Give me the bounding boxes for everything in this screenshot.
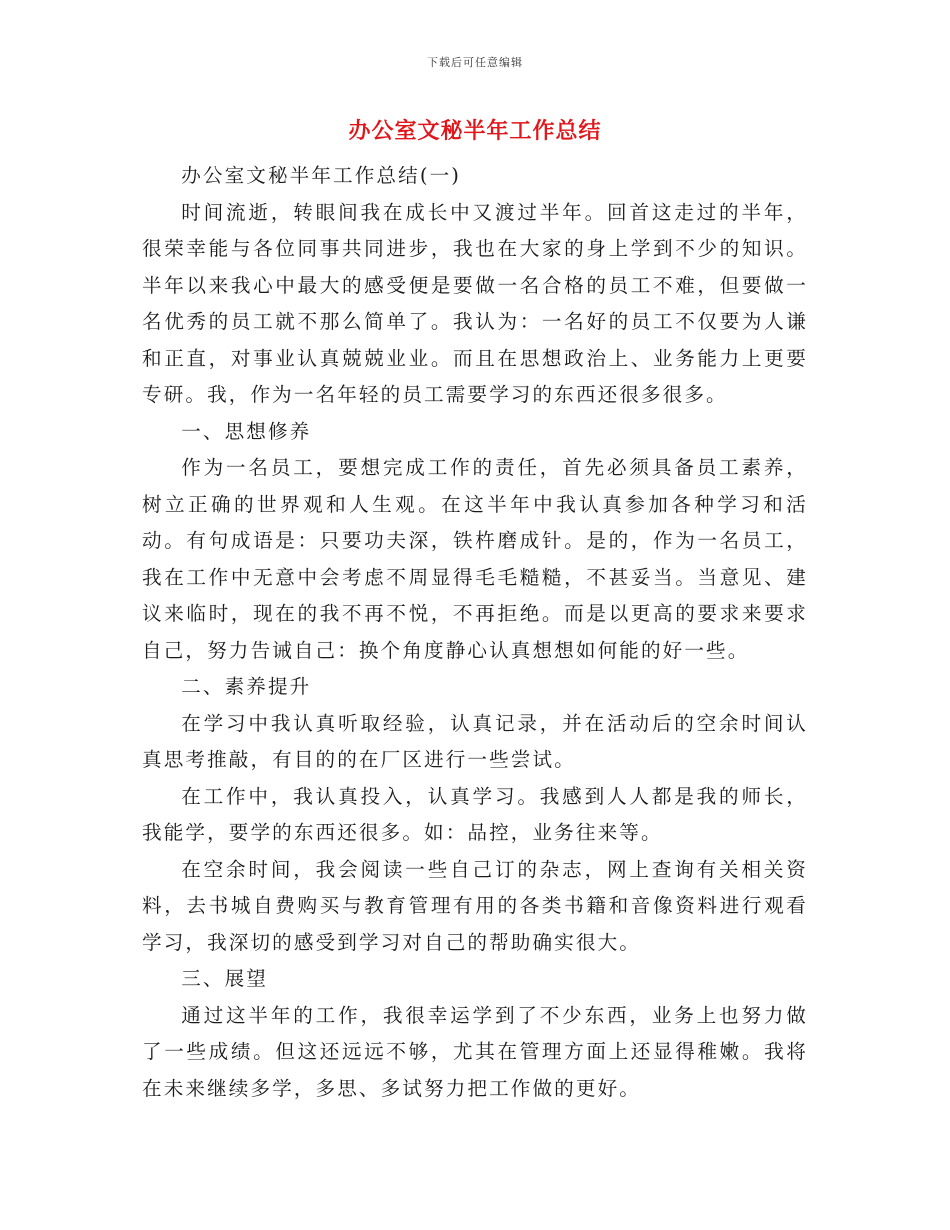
section-heading: 三、展望 — [181, 967, 268, 990]
section-heading: 一、思想修养 — [181, 419, 312, 443]
body-paragraph: 在空余时间，我会阅读一些自己订的杂志，网上查询有关相关资料，去书城自费购买与教育管理有用的各类书籍和音像资料进行观看学习，我深切的感受到学习对自己的帮助确实很大。 — [142, 857, 808, 954]
body-paragraph: 时间流逝，转眼间我在成长中又渡过半年。回首这走过的半年，很荣幸能与各位同事共同进步，我也在大家的身上学到不少的知识。半年以来我心中最大的感受便是要做一名合格的员工不难，但要做一名优秀的员工就不那么简单了。我认为：一名好的员工不仅要为人谦和正直，对事业认真兢兢业业。而且在思想政治上、业务能力上更要专研。我，作为一名年轻的员工需要学习的东西还很多很多。 — [142, 200, 808, 406]
body-paragraph: 在学习中我认真听取经验，认真记录，并在活动后的空余时间认真思考推敲，有目的的在厂区进行一些尝试。 — [142, 711, 808, 771]
section-heading: 二、素养提升 — [181, 675, 312, 698]
header-note: 下载后可任意编辑 — [427, 56, 523, 69]
document-body — [142, 158, 808, 1107]
body-paragraph: 通过这半年的工作，我很幸运学到了不少东西，业务上也努力做了一些成绩。但这还远远不够，尤其在管理方面上还显得稚嫩。我将在未来继续多学，多思、多试努力把工作做的更好。 — [142, 1003, 808, 1100]
body-paragraph: 在工作中，我认真投入，认真学习。我感到人人都是我的师长，我能学，要学的东西还很多。如：品控，业务往来等。 — [142, 784, 808, 844]
subtitle-paragraph: 办公室文秘半年工作总结(一) — [181, 164, 462, 187]
document-title: 办公室文秘半年工作总结 — [348, 118, 602, 144]
body-paragraph: 作为一名员工，要想完成工作的责任，首先必须具备员工素养，树立正确的世界观和人生观。在这半年中我认真参加各种学习和活动。有句成语是：只要功夫深，铁杵磨成针。是的，作为一名员工，我在工作中无意中会考虑不周显得毛毛糙糙，不甚妥当。当意见、建议来临时，现在的我不再不悦，不再拒绝。而是以更高的要求来要求自己，努力告诫自己：换个角度静心认真想想如何能的好一些。 — [142, 456, 808, 662]
